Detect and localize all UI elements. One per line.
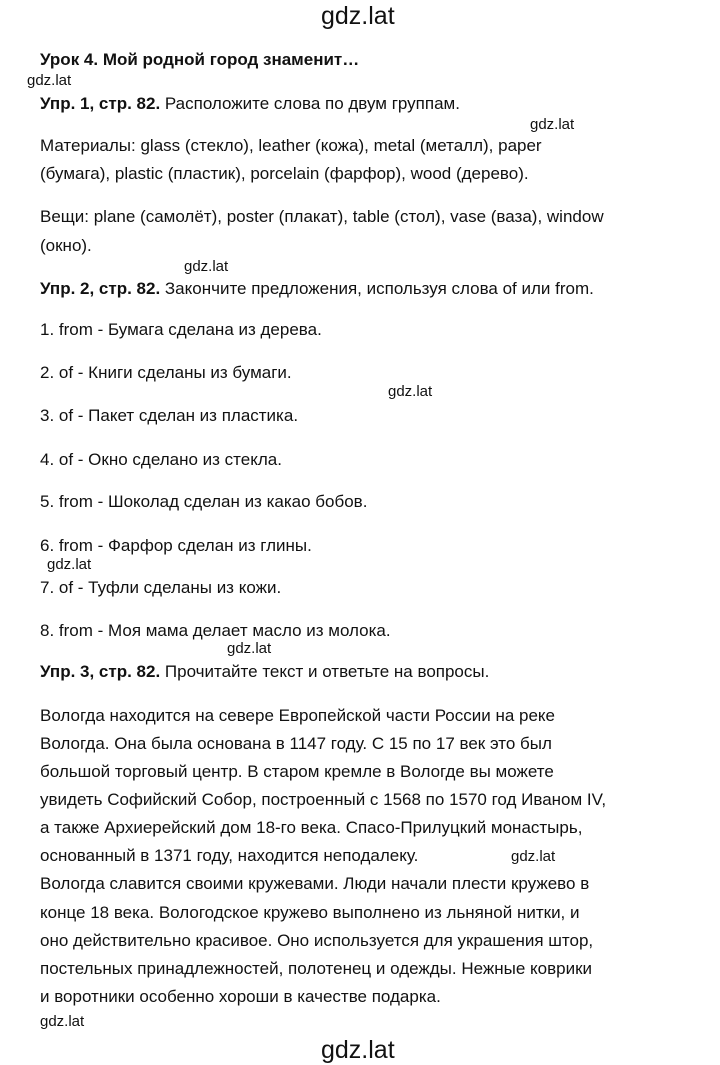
ex3-text-line: Вологда. Она была основана в 1147 году. С 15 по 17 век это был [40, 734, 552, 753]
ex3-text-line: оно действительно красивое. Оно используется для украшения штор, [40, 931, 594, 950]
ex1-heading [40, 93, 460, 115]
ex2-answer: 2. of - Книги сделаны из бумаги. [40, 363, 292, 382]
ex3-text-line: большой торговый центр. В старом кремле в Вологде вы можете [40, 762, 554, 781]
ex1-things-line1: Вещи: plane (самолёт), poster (плакат), table (стол), vase (ваза), window [40, 207, 604, 226]
ex2-answer: 4. of - Окно сделано из стекла. [40, 450, 282, 469]
watermark: gdz.lat [227, 640, 272, 657]
ex2-answer: 5. from - Шоколад сделан из какао бобов. [40, 492, 368, 511]
ex3-label: Упр. 3, стр. 82. [40, 662, 161, 681]
ex1-task: Расположите слова по двум группам. [160, 94, 460, 113]
watermark: gdz.lat [511, 848, 556, 865]
ex3-text-line: постельных принадлежностей, полотенец и одежды. Нежные коврики [40, 959, 593, 978]
ex3-text-line: Вологда славится своими кружевами. Люди начали плести кружево в [40, 874, 590, 893]
ex2-answer: 8. from - Моя мама делает масло из молока. [40, 621, 391, 640]
ex3-heading [40, 661, 489, 683]
ex3-task: Прочитайте текст и ответьте на вопросы. [160, 662, 490, 681]
ex3-text-line: Вологда находится на севере Европейской части России на реке [40, 706, 556, 725]
ex2-answer: 6. from - Фарфор сделан из глины. [40, 536, 312, 555]
ex3-text-line: а также Архиерейский дом 18-го века. Спасо-Прилуцкий монастырь, [40, 818, 583, 837]
watermark: gdz.lat [388, 383, 433, 400]
ex3-text-line: основанный в 1371 году, находится неподалеку. [40, 846, 419, 865]
ex3-text-line: и воротники особенно хороши в качестве подарка. [40, 987, 441, 1006]
ex3-text-line: увидеть Софийский Собор, построенный с 1568 по 1570 год Иваном IV, [40, 790, 607, 809]
ex1-materials-line2: (бумага), plastic (пластик), porcelain (фарфор), wood (дерево). [40, 164, 529, 183]
lesson-title: Урок 4. Мой родной город знаменит… [40, 50, 360, 69]
ex2-label: Упр. 2, стр. 82. [40, 279, 161, 298]
ex1-label: Упр. 1, стр. 82. [40, 94, 161, 113]
ex3-text-line: конце 18 века. Вологодское кружево выполнено из льняной нитки, и [40, 903, 580, 922]
ex2-answer: 7. of - Туфли сделаны из кожи. [40, 578, 282, 597]
watermark: gdz.lat [40, 1013, 85, 1030]
watermark: gdz.lat [184, 258, 229, 275]
ex1-things-line2: (окно). [40, 236, 92, 255]
ex1-materials-line1: Материалы: glass (стекло), leather (кожа), metal (металл), paper [40, 136, 542, 155]
watermark-top: gdz.lat [321, 2, 395, 30]
ex2-task: Закончите предложения, используя слова of или from. [160, 279, 594, 298]
watermark: gdz.lat [530, 116, 575, 133]
ex2-heading [40, 278, 594, 300]
watermark: gdz.lat [47, 556, 92, 573]
ex2-answer: 3. of - Пакет сделан из пластика. [40, 406, 299, 425]
watermark-bottom: gdz.lat [321, 1036, 395, 1064]
ex2-answer: 1. from - Бумага сделана из дерева. [40, 320, 322, 339]
watermark: gdz.lat [27, 72, 72, 89]
